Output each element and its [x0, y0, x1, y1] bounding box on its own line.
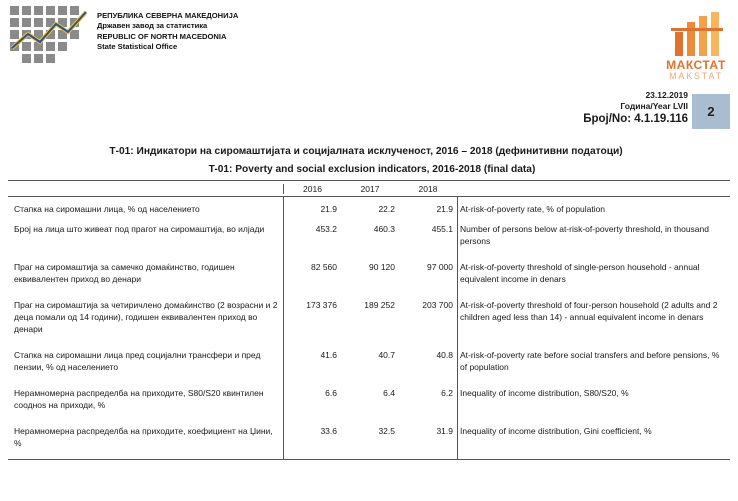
value-2016: 41.6 — [320, 350, 337, 360]
row-label-mk: Број на лица што живеат под прагот на сиромаштија, во илјади — [14, 224, 265, 234]
table-title-mk: Т-01: Индикатори на сиромаштијата и социјалната исклученост, 2016 – 2018 (дефинитивни податоци) — [109, 146, 623, 157]
makstat-brand-word: МАКСТАТ — [666, 58, 726, 72]
row-label-mk: Праг на сиромаштија за самечко домаќинство, годишен еквивалентен приход во денари — [14, 262, 235, 284]
release-year: Година/Year LVII — [620, 101, 688, 111]
value-2016: 21.9 — [320, 204, 337, 214]
row-label-mk: Стапка на сиромашни лица пред социјални трансфери и пред пензии, % од населението — [14, 350, 261, 372]
org-line-en-country: REPUBLIC OF NORTH MACEDONIA — [97, 31, 227, 41]
value-2018: 40.8 — [436, 350, 453, 360]
release-number: Број/No: 4.1.19.116 — [583, 113, 688, 125]
release-date: 23.12.2019 — [645, 90, 688, 100]
value-2017: 40.7 — [378, 350, 395, 360]
org-line-mk-office: Државен завод за статистика — [97, 21, 208, 31]
row-label-en: At-risk-of-poverty threshold of single-person household - annual equivalent income in denars — [460, 262, 700, 284]
value-2017: 6.4 — [383, 388, 395, 398]
state-statistical-office-logo — [8, 4, 92, 68]
table-row — [8, 385, 730, 423]
value-2018: 31.9 — [436, 426, 453, 436]
value-2017: 90 120 — [369, 262, 395, 272]
table-row — [8, 297, 730, 347]
makstat-brand-sub: MAKSTAT — [669, 71, 723, 81]
org-line-en-office: State Statistical Office — [97, 42, 178, 52]
table-row — [8, 221, 730, 259]
row-label-en: At-risk-of-poverty rate, % of population — [460, 204, 606, 214]
value-2016: 82 560 — [311, 262, 337, 272]
table-title-en: T-01: Poverty and social exclusion indicators, 2016-2018 (final data) — [208, 164, 536, 175]
row-label-en: Number of persons below at-risk-of-poverty threshold, in thousand persons — [460, 224, 709, 246]
value-2017: 189 252 — [364, 300, 395, 310]
value-2016: 33.6 — [320, 426, 337, 436]
value-2018: 203 700 — [422, 300, 453, 310]
row-label-mk: Нерамномерна распределба на приходите, S80/S20 квинтилен соодноs на приходи, % — [14, 388, 264, 410]
value-2017: 460.3 — [373, 224, 395, 234]
value-2018: 6.2 — [441, 388, 453, 398]
header-year-2017: 2017 — [360, 183, 380, 194]
value-2018: 455.1 — [431, 224, 453, 234]
table-header-row — [8, 181, 730, 197]
row-label-en: At-risk-of-poverty threshold of four-person household (2 adults and 2 children aged less than 14) - annual equivalent income in denars — [460, 300, 718, 322]
row-label-en: Inequality of income distribution, S80/S20, % — [460, 388, 629, 398]
row-label-en: At-risk-of-poverty rate before social transfers and before pensions, % of population — [460, 350, 720, 372]
header-year-2018: 2018 — [418, 183, 438, 194]
value-2016: 6.6 — [325, 388, 337, 398]
table-row — [8, 197, 730, 221]
value-2018: 97 000 — [427, 262, 453, 272]
organization-name — [97, 11, 238, 53]
org-line-mk-country: РЕПУБЛИКА СЕВЕРНА МАКЕДОНИЈА — [97, 11, 239, 20]
table-row — [8, 423, 730, 459]
row-label-mk: Нерамномерна распределба на приходите, коефициент на Џини, % — [14, 426, 273, 448]
row-label-en: Inequality of income distribution, Gini coefficient, % — [460, 426, 652, 436]
table-body — [8, 197, 730, 459]
table-row — [8, 347, 730, 385]
row-label-mk: Стапка на сиромашни лица, % од населението — [14, 204, 200, 214]
row-label-mk: Праг на сиромаштија за четиричлено домаќинство (2 возрасни и 2 деца помали од 14 години), годишен еквивалентен приход во денари — [14, 300, 278, 334]
value-2017: 32.5 — [378, 426, 395, 436]
header-year-2016: 2016 — [283, 184, 341, 194]
value-2016: 453.2 — [315, 224, 337, 234]
page-badge: 2 — [692, 94, 730, 129]
value-2016: 173 376 — [306, 300, 337, 310]
value-2018: 21.9 — [436, 204, 453, 214]
table-row — [8, 259, 730, 297]
release-meta — [583, 90, 688, 127]
value-2017: 22.2 — [378, 204, 395, 214]
indicators-table — [8, 180, 730, 460]
